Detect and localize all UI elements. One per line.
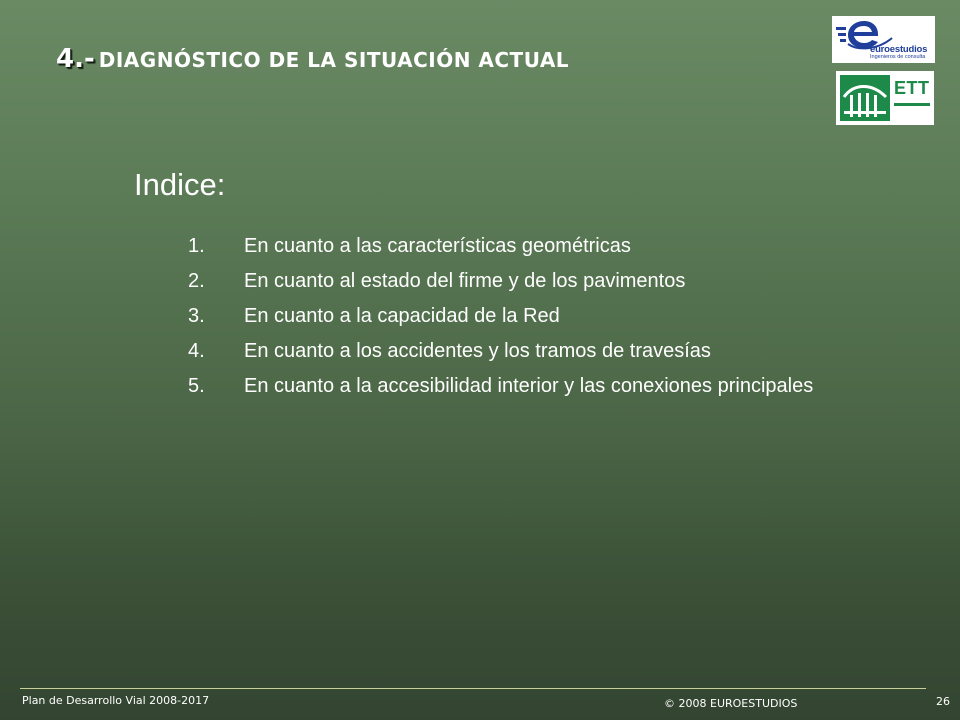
index-item-number: 1.: [188, 235, 205, 257]
index-item-text: En cuanto a la accesibilidad interior y las conexiones principales: [244, 375, 814, 397]
index-item-number: 5.: [188, 375, 205, 397]
section-title: DIAGNÓSTICO DE LA SITUACIÓN ACTUAL: [98, 48, 570, 72]
euroestudios-logo: [832, 16, 935, 63]
page-number: 26: [936, 695, 950, 708]
ett-name: ETT: [894, 78, 930, 98]
index-item-text: En cuanto al estado del firme y de los pavimentos: [244, 270, 686, 292]
index-heading: Indice:: [134, 167, 226, 202]
slide-title: [56, 40, 569, 72]
index-item-number: 3.: [188, 305, 205, 327]
section-number: 4.-: [56, 44, 95, 74]
index-item-text: En cuanto a los accidentes y los tramos de travesías: [244, 340, 711, 362]
euroestudios-subtitle: Ingenieros de consulta: [870, 54, 926, 60]
index-item-text: En cuanto a las características geométricas: [244, 235, 631, 257]
footer-copyright: © 2008 EUROESTUDIOS: [664, 697, 798, 710]
index-item-3: [188, 304, 828, 328]
index-item-number: 2.: [188, 270, 205, 292]
index-item-text: En cuanto a la capacidad de la Red: [244, 305, 560, 327]
ett-logo: [836, 71, 934, 125]
euroestudios-name: euroestudios: [870, 44, 928, 55]
index-item-2: [188, 269, 828, 293]
index-item-1: [188, 234, 828, 258]
index-item-4: [188, 339, 828, 363]
index-list: [188, 234, 828, 409]
index-item-number: 4.: [188, 340, 205, 362]
index-item-5: [188, 374, 828, 398]
footer-divider: [20, 688, 926, 689]
footer-plan-title: Plan de Desarrollo Vial 2008-2017: [22, 694, 210, 707]
